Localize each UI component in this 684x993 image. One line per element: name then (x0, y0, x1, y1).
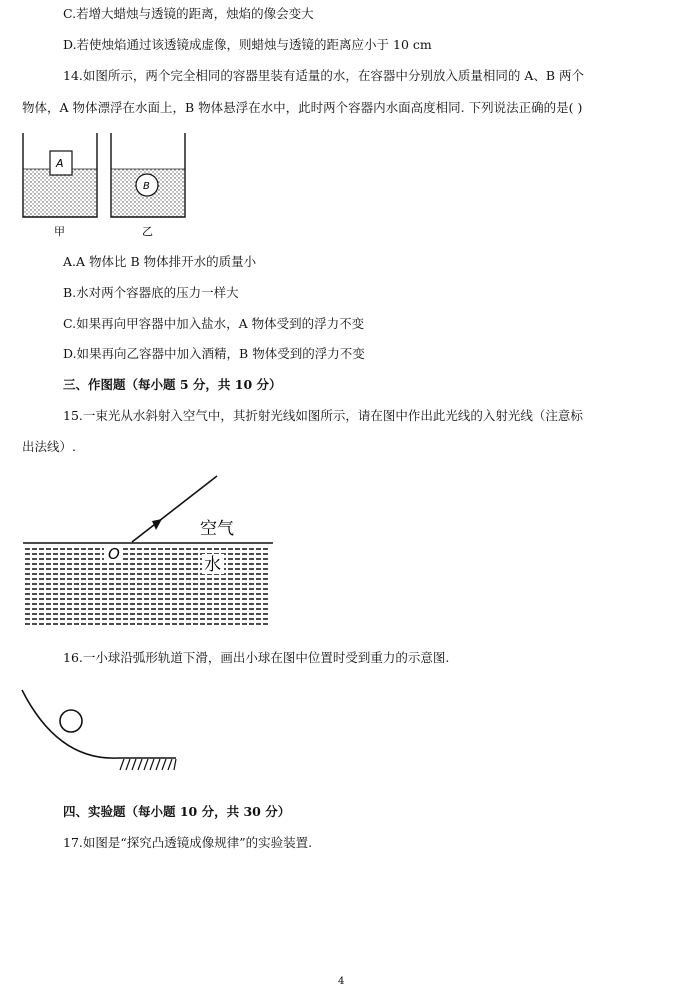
section4-heading: 四、实验题（每小题 10 分，共 30 分） (63, 804, 291, 819)
q14-stem-line1: 14.如图所示，两个完全相同的容器里装有适量的水，在容器中分别放入质量相同的 A、B 两个 (63, 68, 585, 83)
q14-option-c: C.如果再向甲容器中加入盐水，A 物体受到的浮力不变 (63, 316, 365, 331)
q15-stem-line1: 15.一束光从水斜射入空气中，其折射光线如图所示，请在图中作出此光线的入射光线（注意标 (63, 408, 583, 423)
section3-heading: 三、作图题（每小题 5 分，共 10 分） (63, 377, 282, 392)
q16-figure (18, 686, 193, 781)
q15-stem-line2: 出法线）. (22, 439, 76, 454)
q14-stem-line2: 物体，A 物体漂浮在水面上，B 物体悬浮在水中，此时两个容器内水面高度相同. 下列说法正确的是( ) (22, 100, 583, 115)
air-label: 空气 (200, 519, 234, 539)
q14-option-a: A.A 物体比 B 物体排开水的质量小 (63, 254, 257, 269)
q13-option-d: D.若使烛焰通过该透镜成虚像，则蜡烛与透镜的距离应小于 10 cm (63, 37, 432, 52)
container-jia (23, 133, 97, 217)
q15-figure (20, 468, 280, 633)
q16-stem: 16.一小球沿弧形轨道下滑，画出小球在图中位置时受到重力的示意图. (63, 650, 450, 665)
label-yi: 乙 (142, 225, 153, 238)
water-region (25, 549, 270, 624)
container-yi (111, 133, 185, 217)
ground-hatching (120, 759, 176, 770)
q13-option-c: C.若增大蜡烛与透镜的距离，烛焰的像会变大 (63, 6, 314, 21)
q14-option-b: B.水对两个容器底的压力一样大 (63, 285, 239, 300)
object-a-label: A (56, 157, 64, 170)
q17-stem: 17.如图是“探究凸透镜成像规律”的实验装置. (63, 835, 313, 850)
point-o-label: O (108, 545, 120, 563)
arc-track (22, 690, 176, 758)
label-jia: 甲 (54, 225, 65, 238)
q14-option-d: D.如果再向乙容器中加入酒精，B 物体受到的浮力不变 (63, 346, 365, 361)
page-number: 4 (338, 976, 345, 987)
water-label: 水 (204, 555, 221, 575)
object-b-label: B (143, 181, 150, 192)
q14-figure (18, 125, 193, 240)
ball (60, 710, 82, 732)
